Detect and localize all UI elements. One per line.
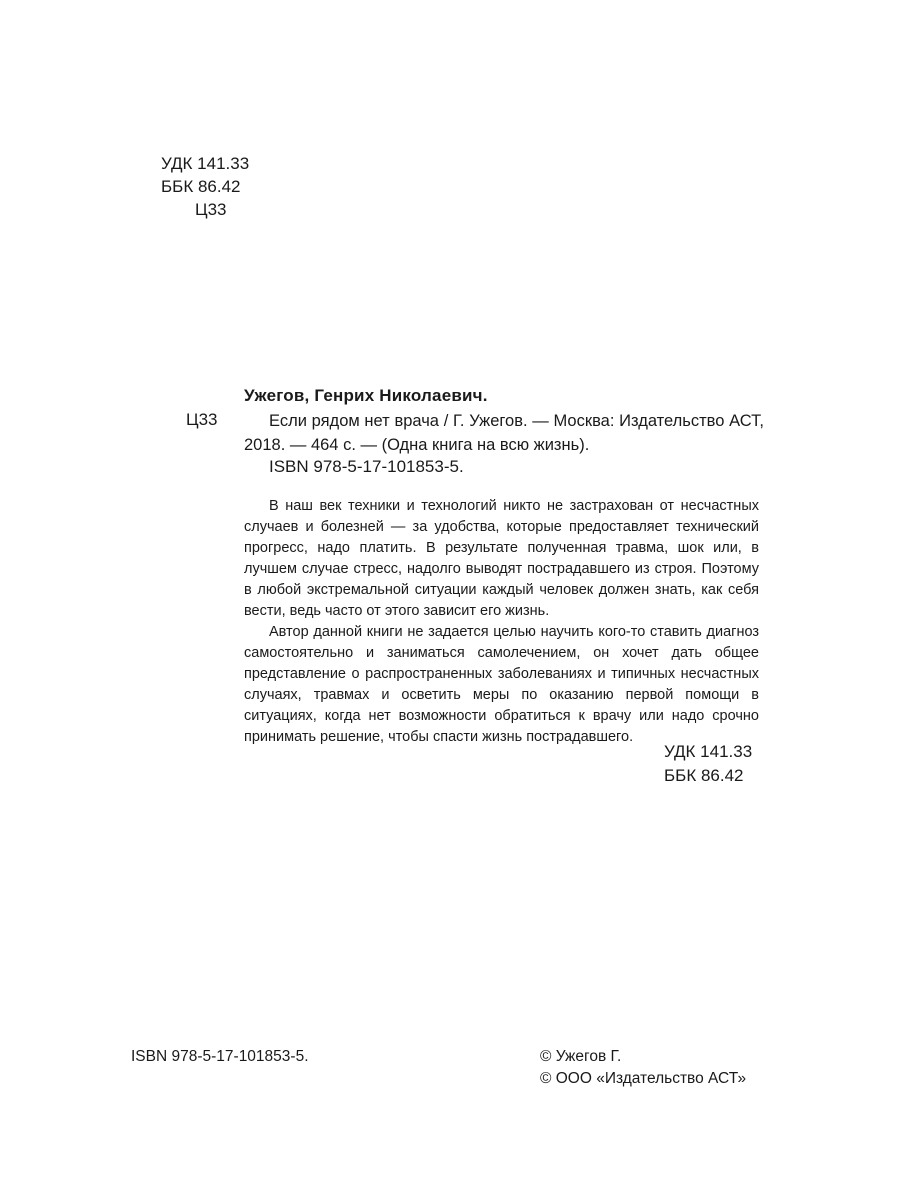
annotation-paragraph-2: Автор данной книги не задается целью научить кого-то ставить диагноз самостоятельно и заниматься самолечением, он хочет дать общее представление о распространенных заболеваниях и типичных несчастных случаях, травмах и осветить меры по оказанию первой помощи в ситуациях, когда нет возможности обратиться к врачу или надо срочно принимать решение, чтобы спасти жизнь пострадавшего.	[244, 624, 759, 745]
bibliographic-description: Если рядом нет врача / Г. Ужегов. — Москва: Издательство АСТ, 2018. — 464 с. — (Одна книга на всю жизнь).	[244, 412, 764, 454]
record-author-code: Ц33	[186, 410, 218, 429]
record-isbn: ISBN 978-5-17-101853-5.	[269, 457, 464, 476]
udk-code-bottom: УДК 141.33	[664, 742, 753, 761]
annotation	[244, 496, 759, 748]
udk-code: УДК 141.33	[161, 154, 250, 173]
classification-block-top	[161, 152, 249, 221]
annotation-paragraph-1: В наш век техники и технологий никто не застрахован от несчастных случаев и болезней — за удобства, которые предоставляет технический прогресс, надо платить. В результате полученная травма, шок или, в лучшем случае стресс, надолго выводят пострадавшего из строя. Поэтому в любой экстремальной ситуации каждый человек должен знать, как себя вести, ведь часто от этого зависит его жизнь.	[244, 498, 759, 619]
author-code: Ц33	[195, 200, 227, 219]
classification-block-bottom	[664, 740, 752, 788]
bbk-code: ББК 86.42	[161, 177, 241, 196]
author-heading: Ужегов, Генрих Николаевич.	[244, 386, 488, 405]
bbk-code-bottom: ББК 86.42	[664, 766, 744, 785]
copyright-author: © Ужегов Г.	[540, 1048, 622, 1065]
footer-isbn: ISBN 978-5-17-101853-5.	[131, 1048, 309, 1065]
copyright-block	[540, 1046, 746, 1090]
copyright-publisher: © ООО «Издательство АСТ»	[540, 1070, 747, 1087]
